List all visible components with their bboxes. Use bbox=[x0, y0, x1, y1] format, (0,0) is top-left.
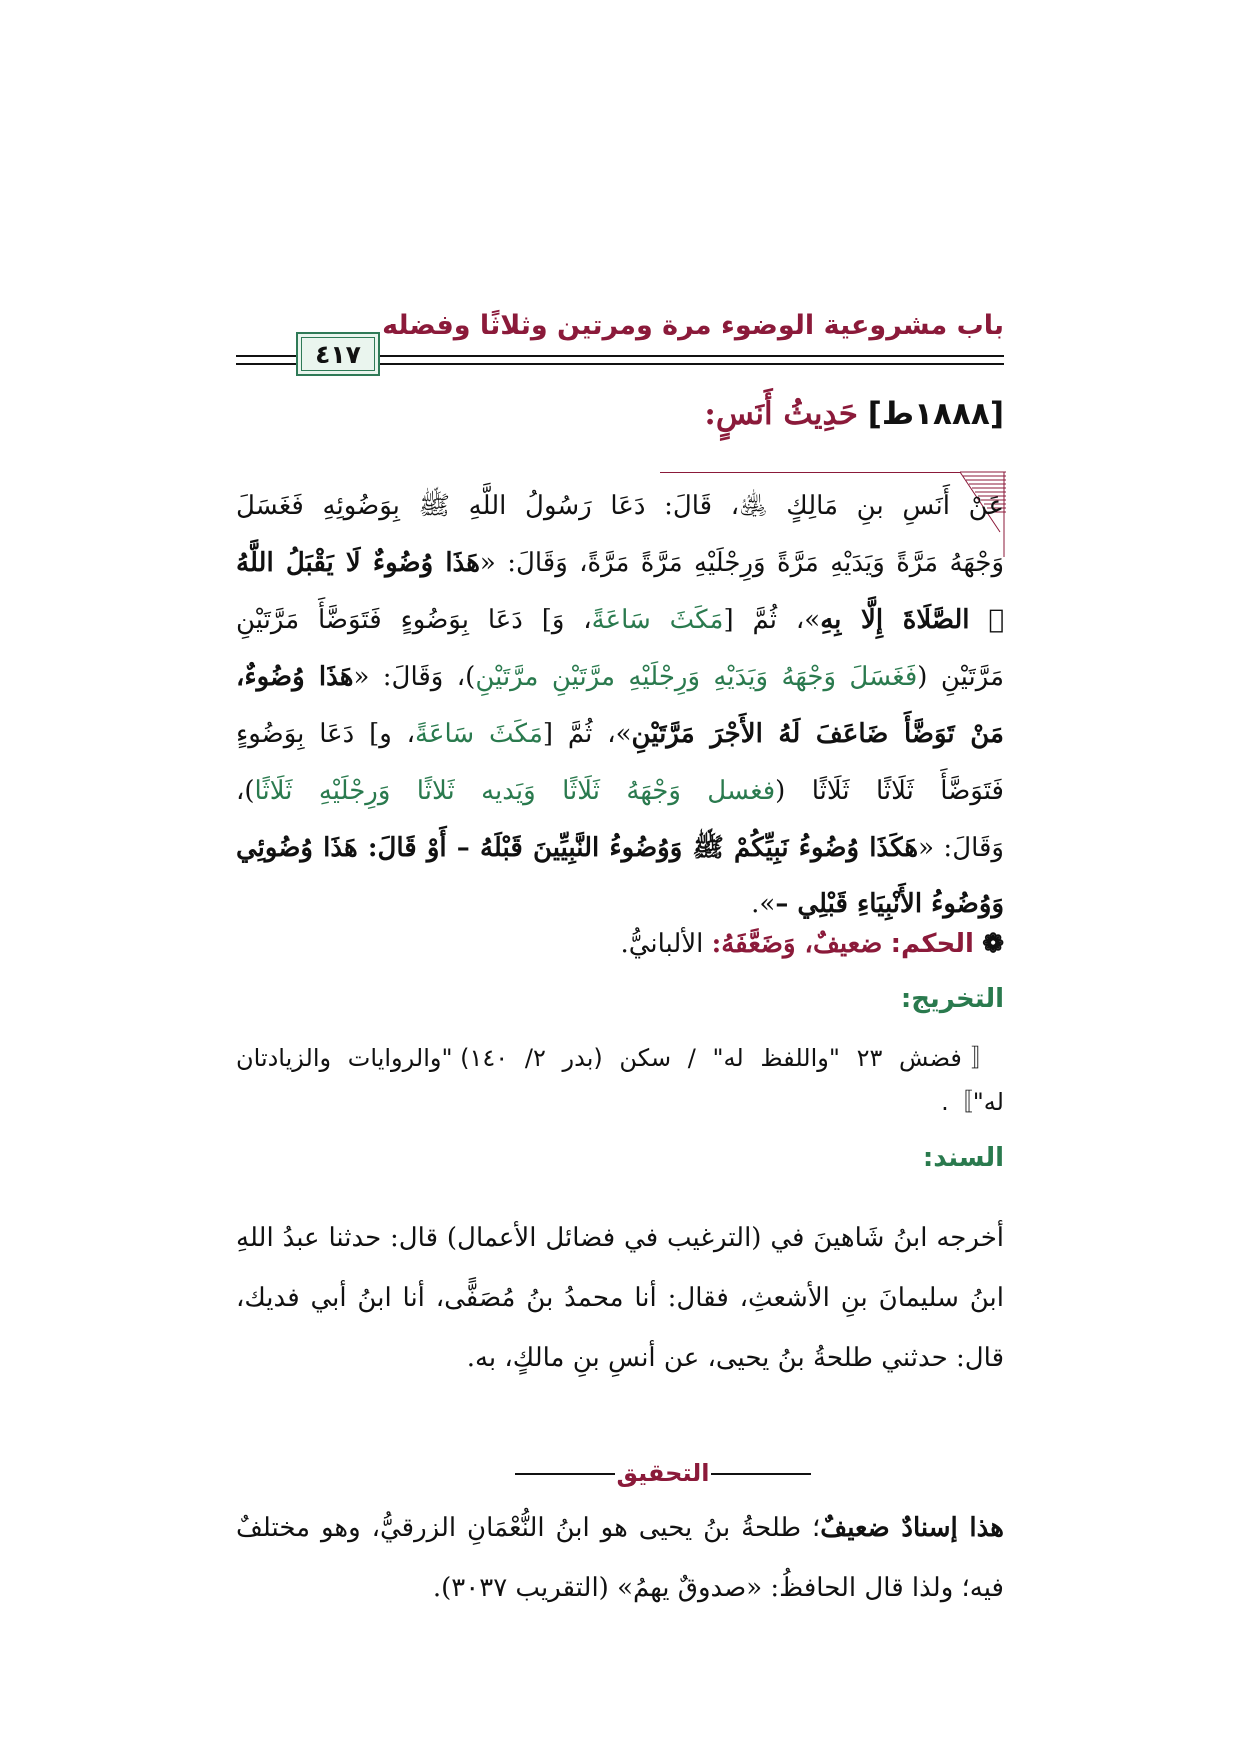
matn-segment: ، و] دَعَا بِوَضُوءٍ bbox=[236, 719, 416, 749]
takhrij-line-2: له"〛. bbox=[941, 1088, 1004, 1116]
tahqiq-lead: هذا إسنادٌ ضعيفٌ bbox=[820, 1513, 1004, 1543]
heading-underline bbox=[660, 472, 960, 473]
matn-segment: فَتَوَضَّأَ ثَلَاثًا ثَلَاثًا ( bbox=[775, 776, 1004, 806]
matn-segment: )، وَقَالَ: « bbox=[353, 662, 476, 692]
matn-line-5 bbox=[236, 714, 1004, 754]
matn-line-3 bbox=[236, 600, 1004, 640]
matn-line-1 bbox=[236, 486, 1004, 526]
matn-segment: هَكَذَا وُضُوءُ نَبِيِّكُمْ ﷺ وَوُضُوءُ النَّبِيِّينَ قَبْلَهُ – أَوْ قَالَ: هَذَا وُضُوئِي bbox=[236, 833, 919, 863]
tahqiq-separator bbox=[515, 1458, 811, 1488]
matn-segment: وَقَالَ: « bbox=[918, 833, 1004, 863]
matn-segment: هَذَا وُضُوءٌ لَا يَقْبَلُ اللَّهُ bbox=[236, 548, 480, 578]
takhrij-line-1: 〚فضش ٢٣ "واللفظ له" / سكن (بدر ٢/ ١٤٠) "والروايات والزيادتان bbox=[236, 1044, 1005, 1072]
sanad-line-1: أخرجه ابنُ شَاهينَ في (الترغيب في فضائل الأعمال) قال: حدثنا عبدُ اللهِ bbox=[236, 1223, 1004, 1253]
matn-line-6 bbox=[236, 771, 1004, 811]
tahqiq-title: التحقيق bbox=[616, 1459, 710, 1487]
matn-segment: وَوُضُوءُ الأَنْبِيَاءِ قَبْلِي – bbox=[775, 889, 1004, 919]
matn-segment: الصَّلَاةَ إِلَّا بِهِ bbox=[820, 605, 970, 635]
matn-segment: عَنْ أَنَسِ بنِ مَالِكٍ ﵁، قَالَ: دَعَا رَسُولُ اللَّهِ ﷺ بِوَضُوئِهِ فَغَسَلَ bbox=[236, 491, 1004, 521]
matn-line-2 bbox=[236, 543, 1004, 583]
ruling-line bbox=[224, 924, 1004, 964]
header-rule-lower-right bbox=[380, 363, 1004, 365]
sanad-line-3: قال: حدثني طلحةُ بنُ يحيى، عن أنسِ بنِ مالكٍ، به. bbox=[466, 1343, 1004, 1373]
header-rule-lower-left bbox=[236, 363, 296, 365]
ruling-by: الألبانيُّ. bbox=[620, 929, 704, 959]
matn-segment: مَكَثَ سَاعَةً bbox=[415, 719, 543, 749]
matn-segment: مَنْ تَوَضَّأَ ضَاعَفَ لَهُ الأَجْرَ مَرَّتَيْنِ bbox=[631, 719, 1004, 749]
matn-segment: وَجْهَهُ مَرَّةً وَيَدَيْهِ مَرَّةً وَرِجْلَيْهِ مَرَّةً مَرَّةً، وَقَالَ: « bbox=[479, 548, 1004, 578]
ruling-label: الحكم: bbox=[890, 929, 974, 959]
hadith-number: [١٨٨٨ط] bbox=[867, 396, 1004, 432]
matn-segment: ، وَ] دَعَا بِوَضُوءٍ فَتَوَضَّأَ مَرَّتَيْنِ bbox=[236, 605, 592, 635]
hadith-name: حَدِيثُ أَنَسٍ: bbox=[704, 396, 858, 432]
flower-ornament-icon: ❁ bbox=[982, 929, 1004, 959]
matn-line-4 bbox=[236, 657, 1004, 697]
matn-segment: ﷯ bbox=[969, 605, 1004, 635]
page-number-frame bbox=[296, 332, 380, 376]
matn-segment: فَغَسَلَ وَجْهَهُ وَيَدَيْهِ وَرِجْلَيْهِ مرَّتَيْنِ مرَّتَيْنِ bbox=[475, 662, 918, 692]
tahqiq-line-1-rest: ؛ طلحةُ بنُ يحيى هو ابنُ النُّعْمَانِ الزرقيُّ، وهو مختلفٌ bbox=[236, 1513, 821, 1543]
hadith-heading bbox=[304, 396, 1004, 432]
header-rule-upper-right bbox=[380, 355, 1004, 357]
matn-segment: »، ثُمَّ [ bbox=[542, 719, 632, 749]
matn-line-8 bbox=[236, 884, 1004, 924]
matn-segment: مَرَّتَيْنِ ( bbox=[917, 662, 1005, 692]
matn-segment: ». bbox=[751, 889, 776, 919]
matn-line-7 bbox=[236, 828, 1004, 868]
matn-segment: هَذَا وُضُوءٌ، bbox=[236, 662, 354, 692]
sanad-line-2: ابنُ سليمانَ بنِ الأشعثِ، فقال: أنا محمدُ بنُ مُصَفًّى، أنا ابنُ أبي فديك، bbox=[236, 1283, 1004, 1313]
sanad-label: السند: bbox=[922, 1143, 1004, 1173]
matn-segment: مَكَثَ سَاعَةً bbox=[591, 605, 724, 635]
chapter-title: باب مشروعية الوضوء مرة ومرتين وثلاثًا وفضله bbox=[382, 310, 1004, 341]
takhrij-label: التخريج: bbox=[900, 984, 1004, 1014]
page-number: ٤١٧ bbox=[315, 339, 361, 369]
ruling-value: ضعيفٌ، وَضَعَّفَهُ: bbox=[711, 929, 883, 959]
tahqiq-line-2: فيه؛ ولذا قال الحافظُ: «صدوقٌ يهمُ» (التقريب ٣٠٣٧). bbox=[432, 1573, 1004, 1603]
matn-segment: )، bbox=[236, 776, 255, 806]
matn-segment: فغسل وَجْهَهُ ثَلَاثًا وَيَديه ثَلاثًا وَرِجْلَيْهِ ثَلَاثًا bbox=[254, 776, 776, 806]
matn-segment: »، ثُمَّ [ bbox=[723, 605, 821, 635]
tahqiq-line-1 bbox=[236, 1508, 1004, 1548]
header-rule-upper-left bbox=[236, 355, 296, 357]
